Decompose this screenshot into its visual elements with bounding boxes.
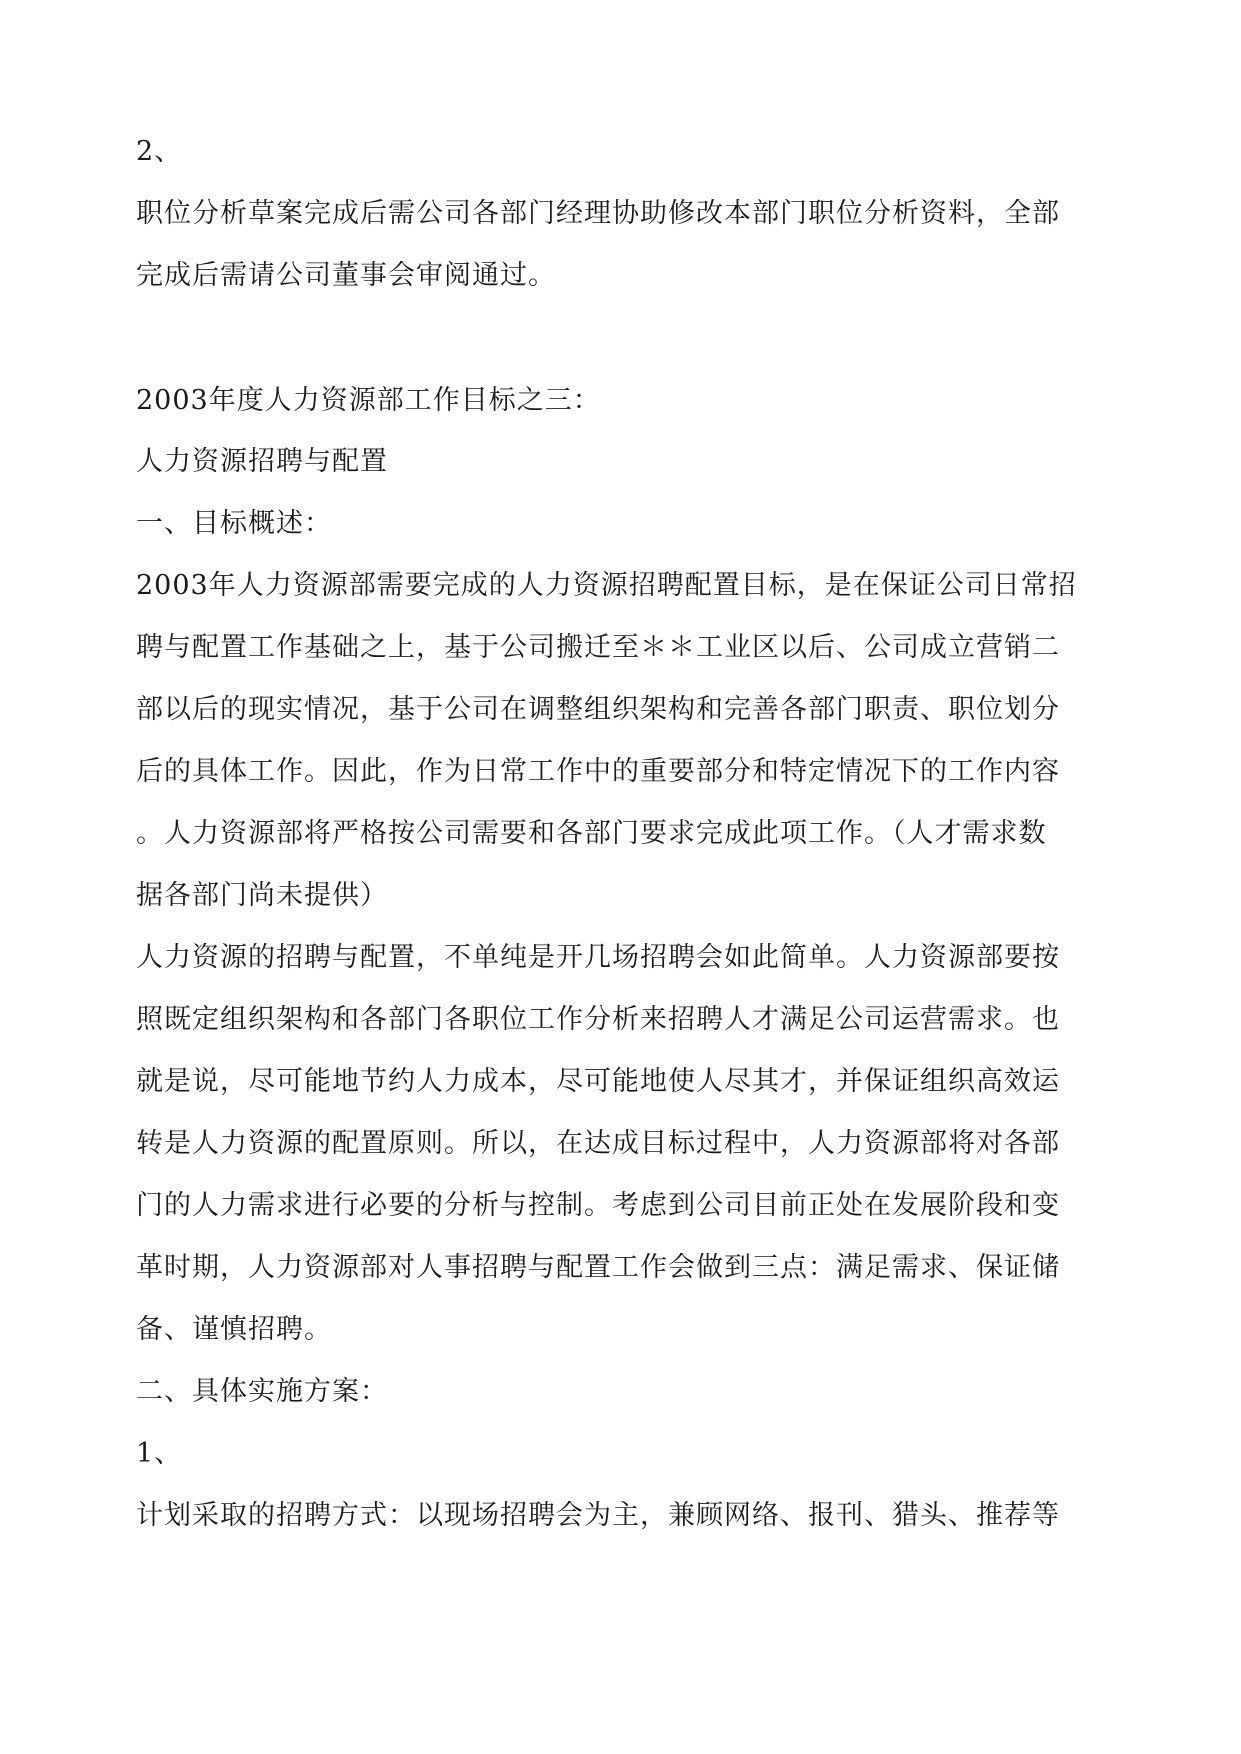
text-line: 据各部门尚未提供） <box>136 880 388 911</box>
text-line: 2003年人力资源部需要完成的人力资源招聘配置目标，是在保证公司日常招 <box>136 570 1077 601</box>
text-line: 完成后需请公司董事会审阅通过。 <box>136 260 556 291</box>
text-line: 。人力资源部将严格按公司需要和各部门要求完成此项工作。（人才需求数 <box>136 818 1047 849</box>
text-line: 转是人力资源的配置原则。所以，在达成目标过程中，人力资源部将对各部 <box>136 1128 1060 1159</box>
plan-item-1-number: 1、 <box>136 1438 183 1469</box>
section-2-number: 2、 <box>136 136 183 167</box>
section-2-text <box>136 183 1106 307</box>
overview-paragraph-1 <box>136 555 1106 927</box>
text-line: 革时期，人力资源部对人事招聘与配置工作会做到三点：满足需求、保证储 <box>136 1252 1060 1283</box>
goal-heading: 2003年度人力资源部工作目标之三： <box>136 385 601 416</box>
text-line: 人力资源的招聘与配置，不单纯是开几场招聘会如此简单。人力资源部要按 <box>136 942 1060 973</box>
text-line: 后的具体工作。因此，作为日常工作中的重要部分和特定情况下的工作内容 <box>136 756 1060 787</box>
text-line: 就是说，尽可能地节约人力成本，尽可能地使人尽其才，并保证组织高效运 <box>136 1066 1060 1097</box>
text-line: 门的人力需求进行必要的分析与控制。考虑到公司目前正处在发展阶段和变 <box>136 1190 1060 1221</box>
overview-heading: 一、目标概述： <box>136 508 332 539</box>
text-line: 职位分析草案完成后需公司各部门经理协助修改本部门职位分析资料，全部 <box>136 198 1060 229</box>
text-line: 聘与配置工作基础之上，基于公司搬迁至＊＊工业区以后、公司成立营销二 <box>136 632 1060 663</box>
text-line: 照既定组织架构和各部门各职位工作分析来招聘人才满足公司运营需求。也 <box>136 1004 1060 1035</box>
text-line: 备、谨慎招聘。 <box>136 1314 332 1345</box>
overview-paragraph-2 <box>136 927 1106 1361</box>
text-line: 部以后的现实情况，基于公司在调整组织架构和完善各部门职责、职位划分 <box>136 694 1060 725</box>
goal-title: 人力资源招聘与配置 <box>136 446 388 477</box>
plan-heading: 二、具体实施方案： <box>136 1376 388 1407</box>
plan-item-1-text: 计划采取的招聘方式：以现场招聘会为主，兼顾网络、报刊、猎头、推荐等 <box>136 1500 1060 1531</box>
